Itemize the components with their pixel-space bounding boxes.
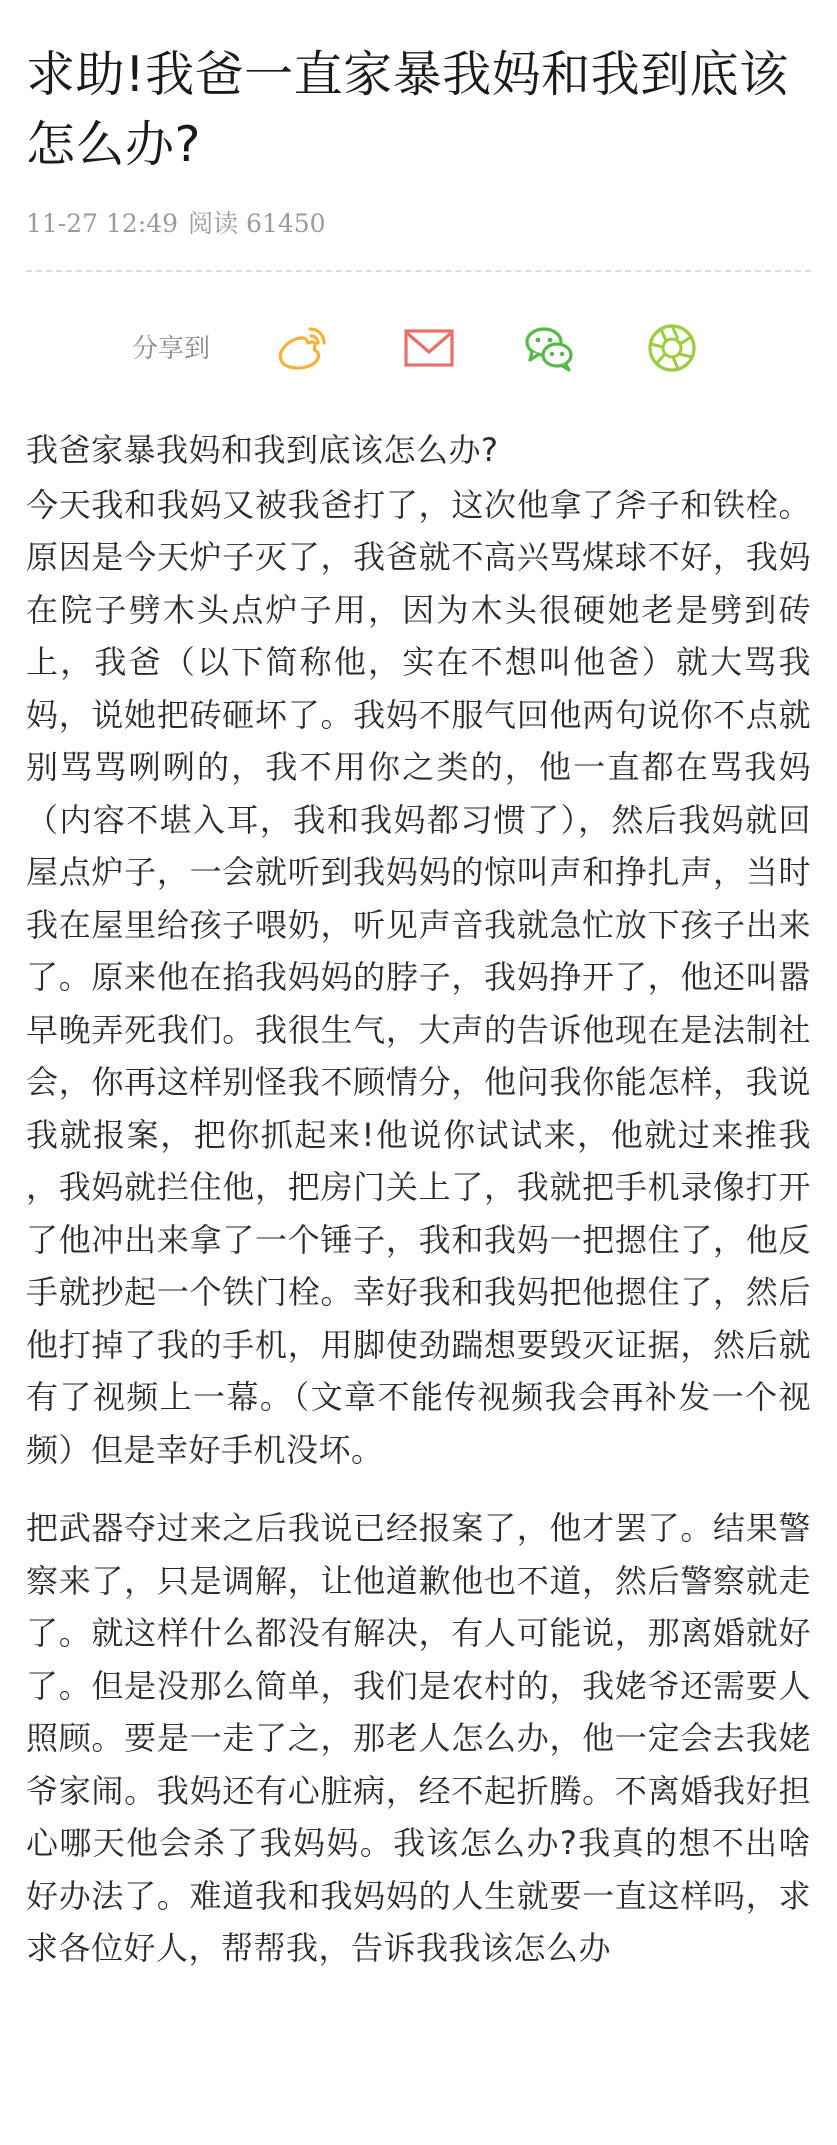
article-meta [26, 208, 811, 240]
article-date: 11-27 12:49 [26, 209, 179, 238]
article-lead: 我爸家暴我妈和我到底该怎么办? [26, 431, 499, 469]
share-bar [26, 292, 811, 402]
dashed-divider [26, 270, 811, 272]
article-body [26, 424, 811, 1975]
weibo-icon[interactable] [274, 320, 330, 376]
read-count-label: 阅读 [188, 209, 239, 238]
article-paragraph-1: 今天我和我妈又被我爸打了，这次他拿了斧子和铁栓。原因是今天炉子灭了，我爸就不高兴骂煤球不好，我妈在院子劈木头点炉子用，因为木头很硬她老是劈到砖上，我爸（以下简称他，实在不想叫他爸）就大骂我妈，说她把砖砸坏了。我妈不服气回他两句说你不点就别骂骂咧咧的，我不用你之类的，他一直都在骂我妈（内容不堪入耳，我和我妈都习惯了），然后我妈就回屋点炉子，一会就听到我妈妈的惊叫声和挣扎声，当时我在屋里给孩子喂奶，听见声音我就急忙放下孩子出来了。原来他在掐我妈妈的脖子，我妈挣开了，他还叫嚣早晚弄死我们。我很生气，大声的告诉他现在是法制社会，你再这样别怪我不顾情分，他问我你能怎样，我说我就报案，把你抓起来!他说你试试来，他就过来推我 ，我妈就拦住他，把房门关上了，我就把手机录像打开了他冲出来拿了一个锤子，我和我妈一把摁住了，他反手就抄起一个铁门栓。幸好我和我妈把他摁住了，然后他打掉了我的手机，用脚使劲踹想要毁灭证据，然后就有了视频上一幕。（文章不能传视频我会再补发一个视频）但是幸好手机没坏。 [26, 485, 811, 1469]
mail-icon[interactable] [401, 320, 457, 376]
read-count: 61450 [246, 209, 326, 238]
article-paragraph-2: 把武器夺过来之后我说已经报案了，他才罢了。结果警察来了，只是调解，让他道歉他也不道，然后警察就走了。就这样什么都没有解决，有人可能说，那离婚就好了。但是没那么简单，我们是农村的，我姥爷还需要人照顾。要是一走了之，那老人怎么办，他一定会去我姥爷家闹。我妈还有心脏病，经不起折腾。不离婚我好担心哪天他会杀了我妈妈。我该怎么办?我真的想不出啥好办法了。难道我和我妈妈的人生就要一直这样吗，求求各位好人，帮帮我，告诉我我该怎么办 [26, 1509, 811, 1967]
moments-icon[interactable] [644, 320, 700, 376]
article-title: 求助!我爸一直家暴我妈和我到底该怎么办? [26, 46, 789, 173]
wechat-icon[interactable] [522, 320, 578, 376]
share-label: 分享到 [132, 334, 211, 364]
